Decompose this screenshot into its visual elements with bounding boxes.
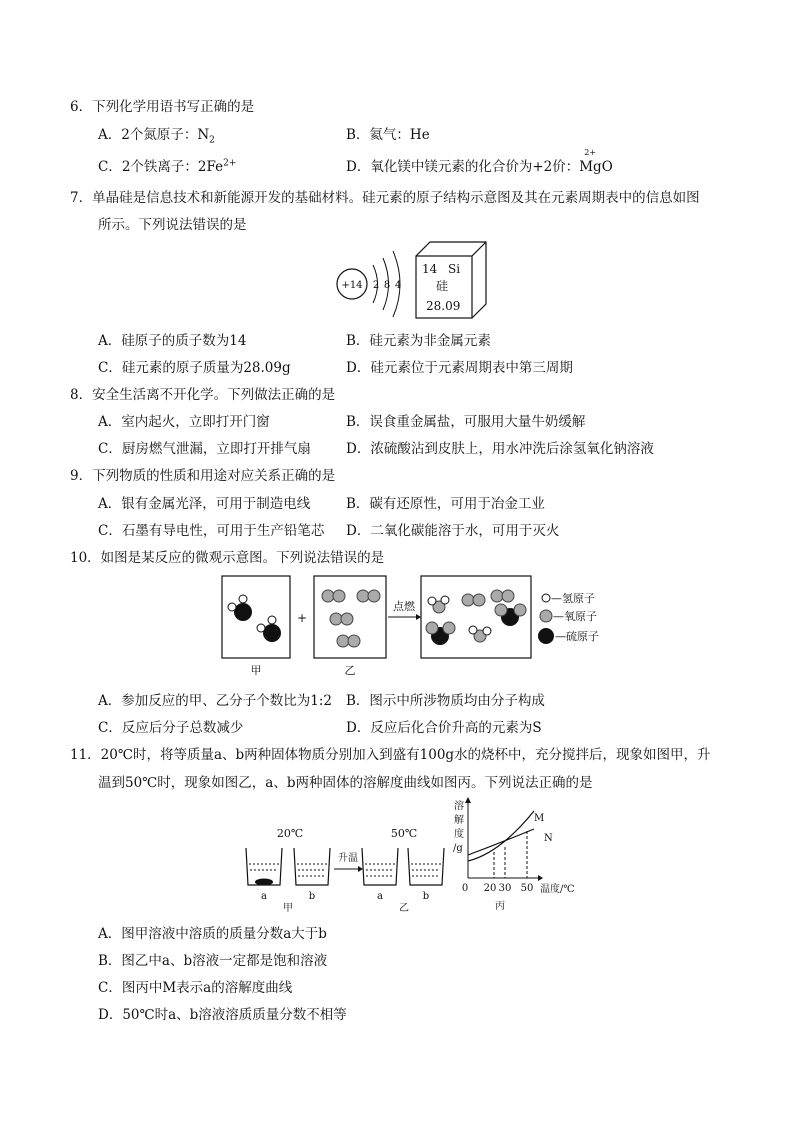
q7-option-b: B．硅元素为非金属元素	[346, 333, 491, 349]
shell-2-count: 8	[383, 280, 391, 291]
legend-oxygen: —氧原子	[553, 610, 597, 623]
q10-stem: 10．如图是某反应的微观示意图。下列说法错误的是	[70, 550, 385, 566]
arrow-head	[416, 614, 421, 620]
q7-option-c: C．硅元素的原子质量为28.09g	[98, 360, 291, 376]
q6-stem: 6．下列化学用语书写正确的是	[70, 99, 255, 115]
q6-option-d: D．氧化镁中镁元素的化合价为+2价： 2+ MgO	[346, 148, 613, 175]
shell-3-count: 4	[394, 280, 402, 291]
legend-sulfur: —硫原子	[555, 630, 599, 643]
element-symbol: Si	[448, 262, 461, 276]
q6-option-a: A．2个氮原子：$N_2$	[98, 127, 215, 146]
fig-label-yi: 乙	[399, 903, 409, 914]
svg-text:溶: 溶	[454, 801, 464, 812]
q8-option-d: D．浓硫酸沾到皮肤上，用水冲洗后涂氢氧化钠溶液	[346, 441, 654, 457]
q9-option-b: B．碳有还原性，可用于冶金工业	[346, 496, 545, 512]
svg-text:a: a	[261, 891, 267, 902]
q7-stem-line1: 7．单晶硅是信息技术和新能源开发的基础材料。硅元素的原子结构示意图及其在元素周期表中的信息如图	[70, 190, 700, 206]
undissolved-solid	[255, 879, 273, 886]
q7-stem-line2: 所示。下列说法错误的是	[98, 217, 247, 233]
solubility-figure	[238, 795, 618, 915]
q11-option-d: D．50℃时a、b溶液溶质质量分数不相等	[98, 1007, 347, 1023]
q11-option-c: C．图丙中M表示a的溶解度曲线	[98, 980, 293, 996]
q10-option-a: A．参加反应的甲、乙分子个数比为1:2	[98, 693, 332, 709]
box-label-yi: 乙	[344, 664, 356, 677]
svg-text:0: 0	[461, 883, 469, 894]
q10-option-d: D．反应后化合价升高的元素为S	[346, 720, 542, 736]
q7-option-a: A．硅原子的质子数为14	[98, 333, 247, 349]
q8-option-b: B．误食重金属盐，可服用大量牛奶缓解	[346, 414, 586, 430]
silicon-figure	[330, 238, 500, 322]
beaker-b-20c	[294, 848, 330, 902]
box-label-jia: 甲	[250, 664, 262, 677]
temp-label-20: 20℃	[276, 827, 304, 840]
valence-label: 2+	[584, 148, 597, 157]
q9-option-d: D．二氧化碳能溶于水，可用于灭火	[346, 523, 560, 539]
fig-label-bing: 丙	[495, 901, 505, 912]
q11-option-a: A．图甲溶液中溶质的质量分数a大于b	[98, 926, 327, 942]
q11-stem-line1: 11．20℃时，将等质量a、b两种固体物质分别加入到盛有100g水的烧杯中，充分搅拌后，现象如图甲，升	[70, 747, 711, 763]
svg-text:30: 30	[498, 883, 512, 894]
arrow-head	[358, 866, 363, 872]
temp-label-50: 50℃	[390, 827, 418, 840]
svg-text:b: b	[422, 891, 430, 902]
q8-stem: 8．安全生活离不开化学。下列做法正确的是	[70, 387, 336, 403]
arrow-label: 点燃	[393, 600, 415, 613]
q6-option-c: C．2个铁离子：$2Fe^{2+}$	[98, 158, 237, 175]
curve-label-n: N	[544, 833, 553, 844]
plus-sign: +	[296, 611, 308, 625]
beaker-a-20c	[246, 848, 282, 902]
legend	[538, 591, 599, 644]
curve-m	[468, 811, 534, 861]
periodic-table-cell	[416, 242, 486, 318]
svg-text:度: 度	[454, 829, 464, 840]
curve-label-m: M	[534, 813, 545, 824]
q9-option-a: A．银有金属光泽，可用于制造电线	[98, 496, 311, 512]
atomic-number: 14	[422, 262, 438, 276]
q10-option-c: C．反应后分子总数减少	[98, 720, 244, 736]
q8-option-c: C．厨房燃气泄漏，立即打开排气扇	[98, 441, 311, 457]
svg-text:解: 解	[454, 815, 464, 826]
q9-stem: 9．下列物质的性质和用途对应关系正确的是	[70, 468, 336, 484]
svg-text:20: 20	[483, 883, 497, 894]
svg-text:/g: /g	[453, 843, 463, 854]
q11-stem-line2: 温到50℃时，现象如图乙，a、b两种固体的溶解度曲线如图丙。下列说法正确的是	[98, 775, 593, 791]
q10-option-b: B．图示中所涉物质均由分子构成	[346, 693, 545, 709]
reaction-diagram	[218, 570, 608, 682]
q11-option-b: B．图乙中a、b溶液一定都是饱和溶液	[98, 953, 328, 969]
atomic-mass: 28.09	[426, 299, 461, 313]
beaker-b-50c	[408, 848, 444, 902]
q9-option-c: C．石墨有导电性，可用于生产铅笔芯	[98, 523, 325, 539]
beaker-a-50c	[362, 848, 398, 902]
nucleus-label: +14	[341, 280, 363, 291]
legend-hydrogen: —氢原子	[551, 592, 595, 605]
heat-label: 升温	[338, 853, 358, 864]
x-axis-label: 温度/℃	[540, 884, 575, 895]
fig-label-jia: 甲	[283, 903, 293, 914]
q7-option-d: D．硅元素位于元素周期表中第三周期	[346, 360, 573, 376]
svg-text:a: a	[377, 891, 383, 902]
svg-text:50: 50	[520, 883, 534, 894]
q6-option-b: B．氦气：He	[346, 127, 430, 143]
solubility-graph	[453, 797, 575, 912]
shell-1-count: 2	[372, 280, 380, 291]
atomic-structure-diagram	[337, 251, 401, 317]
reactant-box-jia	[222, 576, 290, 658]
element-name: 硅	[436, 279, 449, 293]
curve-n	[468, 829, 534, 855]
svg-text:b: b	[308, 891, 316, 902]
q8-option-a: A．室内起火，立即打开门窗	[98, 414, 270, 430]
